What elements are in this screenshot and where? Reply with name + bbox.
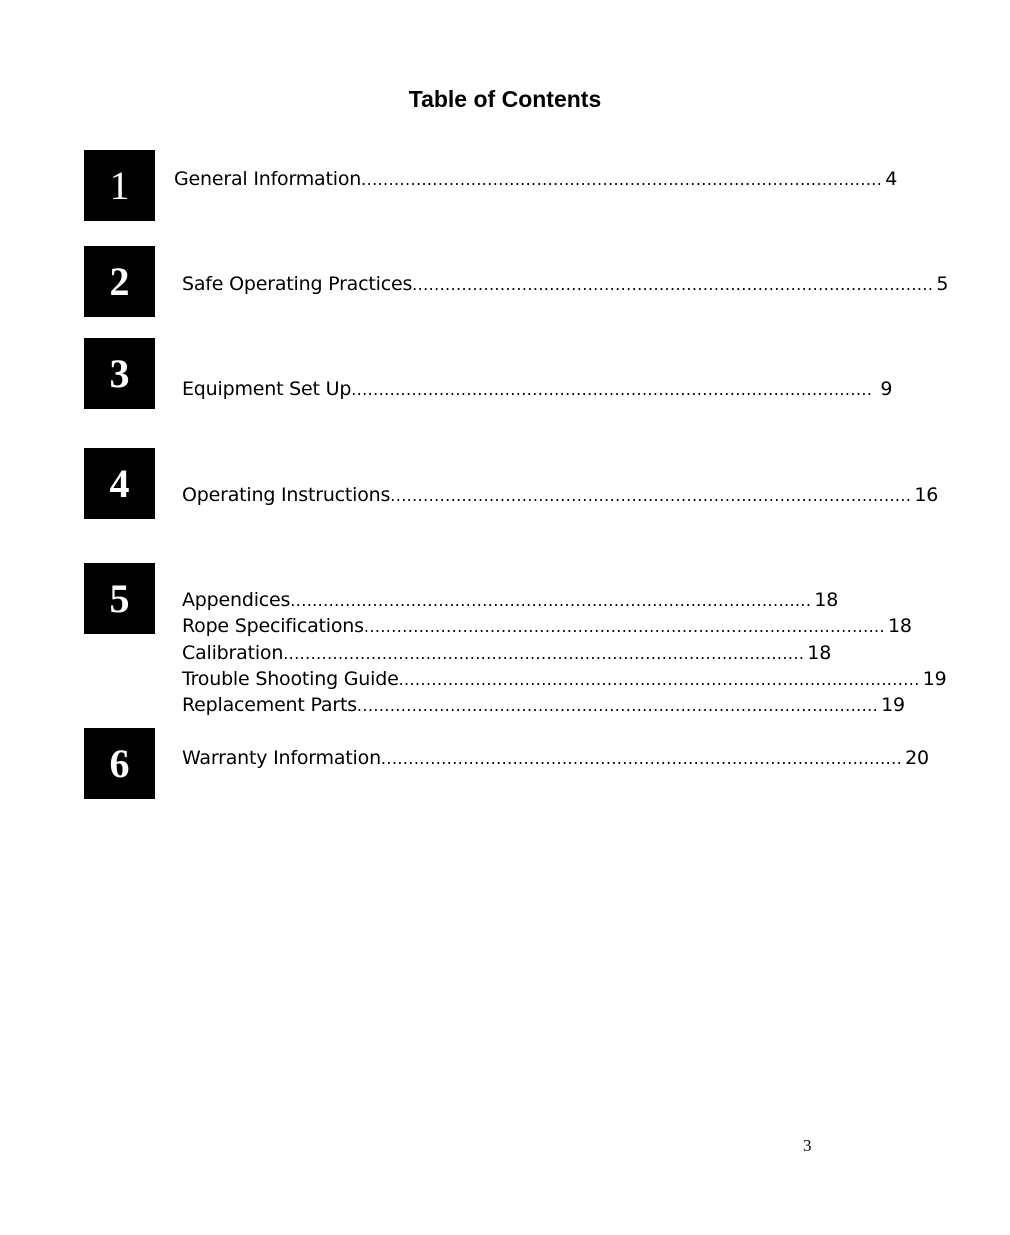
page-number: 3	[803, 1136, 812, 1155]
toc-entry-replacement-parts[interactable]	[182, 693, 905, 718]
toc-entry-page: 18	[814, 589, 839, 611]
toc-entry-page: 20	[905, 747, 929, 769]
toc-entry-page: 18	[807, 642, 832, 664]
toc-entry-safe-operating-practices[interactable]	[182, 272, 949, 297]
toc-entry-label: Appendices	[182, 589, 291, 611]
dot-leader: ...............................................................................................	[380, 749, 903, 768]
toc-entry-warranty-information[interactable]	[182, 746, 929, 771]
dot-leader: ...............................................................................................	[398, 670, 920, 689]
toc-entry-page: 4	[885, 168, 898, 190]
toc-entry-equipment-set-up[interactable]	[182, 377, 893, 402]
toc-entry-page: 19	[922, 668, 947, 690]
dot-leader: ...............................................................................................	[390, 486, 912, 505]
toc-entry-page: 18	[888, 615, 912, 637]
section-4-box: 4	[84, 448, 155, 519]
dot-leader: ...............................................................................................	[412, 275, 934, 294]
dot-leader: ...............................................................................................	[351, 380, 873, 399]
toc-entry-label: Calibration	[182, 642, 284, 664]
toc-entry-label: Trouble Shooting Guide	[182, 668, 399, 690]
toc-entry-page: 5	[936, 273, 949, 295]
toc-entry-page: 19	[881, 694, 905, 716]
toc-entry-calibration[interactable]	[182, 641, 832, 666]
toc-entry-general-information[interactable]	[174, 167, 898, 192]
page-title: Table of Contents	[408, 86, 602, 112]
dot-leader: ...............................................................................................	[283, 644, 805, 663]
dot-leader: ...............................................................................................	[356, 696, 879, 715]
toc-entry-label: Safe Operating Practices	[182, 273, 413, 295]
toc-entry-trouble-shooting-guide[interactable]	[182, 667, 947, 692]
toc-entry-label: Warranty Information	[182, 747, 381, 769]
toc-entry-appendices[interactable]	[182, 588, 839, 613]
section-3-box: 3	[84, 338, 155, 409]
dot-leader: ...............................................................................................	[361, 170, 883, 189]
toc-entry-operating-instructions[interactable]	[182, 483, 939, 508]
dot-leader: ...............................................................................................	[290, 591, 812, 610]
toc-entry-rope-specifications[interactable]	[182, 614, 912, 639]
toc-entry-page: 16	[914, 484, 939, 506]
section-2-box: 2	[84, 246, 155, 317]
toc-entry-label: Rope Specifications	[182, 615, 364, 637]
toc-entry-page: 9	[880, 378, 893, 400]
section-1-box: 1	[84, 150, 155, 221]
dot-leader: ...............................................................................................	[363, 617, 886, 636]
section-5-box: 5	[84, 563, 155, 634]
section-6-box: 6	[84, 728, 155, 799]
toc-entry-label: Equipment Set Up	[182, 378, 352, 400]
toc-entry-label: Operating Instructions	[182, 484, 391, 506]
toc-entry-label: Replacement Parts	[182, 694, 357, 716]
toc-entry-label: General Information	[174, 168, 362, 190]
